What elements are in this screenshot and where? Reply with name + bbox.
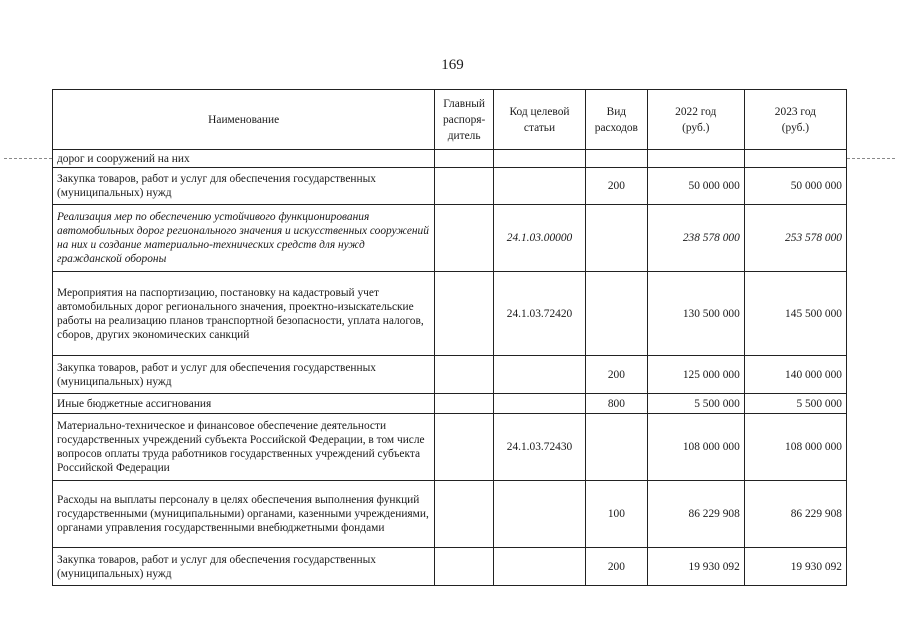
row-kind [586, 272, 648, 356]
row-amount-2023: 253 578 000 [744, 205, 846, 272]
table-row [53, 150, 847, 168]
header-year-2023 [744, 90, 846, 150]
row-manager [435, 205, 494, 272]
row-kind: 100 [586, 481, 648, 548]
row-code [493, 481, 585, 548]
row-kind [586, 414, 648, 481]
header-kind [586, 90, 648, 150]
table-row [53, 481, 847, 548]
page-number: 169 [441, 57, 464, 73]
header-kind-line-1: Вид [606, 105, 627, 118]
header-manager-line-1: Главный [443, 97, 485, 110]
row-kind: 200 [586, 356, 648, 394]
row-amount-2022: 19 930 092 [647, 548, 744, 586]
row-name: Закупка товаров, работ и услуг для обеспечения государственных (муниципальных) нужд [53, 356, 435, 394]
header-code-line-1: Код целевой [509, 105, 570, 118]
header-year-2023-line-1: 2023 год [774, 105, 816, 118]
row-name: Материально-техническое и финансовое обеспечение деятельности государственных учреждений субъекта Российской Федерации, в том числе вопросов оплаты труда работников государственных учреждений субъекта Российской Федерации [53, 414, 435, 481]
row-amount-2023: 5 500 000 [744, 394, 846, 414]
row-code: 24.1.03.72430 [493, 414, 585, 481]
row-amount-2023: 140 000 000 [744, 356, 846, 394]
row-amount-2023: 19 930 092 [744, 548, 846, 586]
row-name: Реализация мер по обеспечению устойчивого функционирования автомобильных дорог регионального значения и искусственных сооружений на них и создание материально-технических средств для нужд гражданской обороны [53, 205, 435, 272]
header-name [53, 90, 435, 150]
header-year-2023-line-2: (руб.) [781, 121, 810, 134]
row-amount-2023: 145 500 000 [744, 272, 846, 356]
row-code [493, 150, 585, 168]
header-name-label: Наименование [208, 113, 280, 126]
table-row [53, 394, 847, 414]
row-name: Закупка товаров, работ и услуг для обеспечения государственных (муниципальных) нужд [53, 168, 435, 205]
row-kind: 200 [586, 548, 648, 586]
scan-fold-line-left [4, 158, 52, 159]
row-name: Расходы на выплаты персоналу в целях обеспечения выполнения функций государственными (муниципальными) органами, казенными учреждениями, органами управления государственными внебюджетными фондами [53, 481, 435, 548]
row-manager [435, 168, 494, 205]
row-manager [435, 394, 494, 414]
row-manager [435, 150, 494, 168]
header-code-line-2: статьи [523, 121, 556, 134]
row-amount-2023 [744, 150, 846, 168]
row-amount-2022: 238 578 000 [647, 205, 744, 272]
row-code [493, 394, 585, 414]
row-amount-2023: 108 000 000 [744, 414, 846, 481]
row-manager [435, 481, 494, 548]
row-name: Закупка товаров, работ и услуг для обеспечения государственных (муниципальных) нужд [53, 548, 435, 586]
header-manager [435, 90, 494, 150]
header-manager-line-2: распоря- [442, 113, 486, 126]
row-kind: 800 [586, 394, 648, 414]
row-manager [435, 272, 494, 356]
row-kind [586, 205, 648, 272]
row-name: Иные бюджетные ассигнования [53, 394, 435, 414]
row-amount-2022: 108 000 000 [647, 414, 744, 481]
row-manager [435, 414, 494, 481]
table-row [53, 168, 847, 205]
table-row [53, 205, 847, 272]
row-amount-2022: 50 000 000 [647, 168, 744, 205]
table-row [53, 548, 847, 586]
table-header-row [53, 90, 847, 150]
row-amount-2022 [647, 150, 744, 168]
row-code: 24.1.03.00000 [493, 205, 585, 272]
row-code [493, 168, 585, 205]
header-manager-line-3: дитель [447, 129, 481, 142]
row-name: Мероприятия на паспортизацию, постановку на кадастровый учет автомобильных дорог регионального значения, проектно-изыскательские работы на реализацию планов транспортной безопасности, уплата налогов, сборов, других экономических санкций [53, 272, 435, 356]
row-amount-2022: 86 229 908 [647, 481, 744, 548]
row-name: дорог и сооружений на них [53, 150, 435, 168]
row-amount-2022: 125 000 000 [647, 356, 744, 394]
header-year-2022-line-2: (руб.) [682, 121, 710, 134]
row-amount-2022: 130 500 000 [647, 272, 744, 356]
row-code [493, 548, 585, 586]
row-code [493, 356, 585, 394]
scan-fold-line-right [847, 158, 895, 159]
header-kind-line-2: расходов [594, 121, 638, 134]
table-row [53, 272, 847, 356]
row-manager [435, 356, 494, 394]
header-year-2022-line-1: 2022 год [675, 105, 717, 118]
row-amount-2022: 5 500 000 [647, 394, 744, 414]
row-manager [435, 548, 494, 586]
row-kind: 200 [586, 168, 648, 205]
header-code [493, 90, 585, 150]
header-year-2022 [647, 90, 744, 150]
row-amount-2023: 86 229 908 [744, 481, 846, 548]
row-code: 24.1.03.72420 [493, 272, 585, 356]
row-amount-2023: 50 000 000 [744, 168, 846, 205]
budget-table [52, 89, 847, 586]
table-row [53, 356, 847, 394]
row-kind [586, 150, 648, 168]
table-row [53, 414, 847, 481]
